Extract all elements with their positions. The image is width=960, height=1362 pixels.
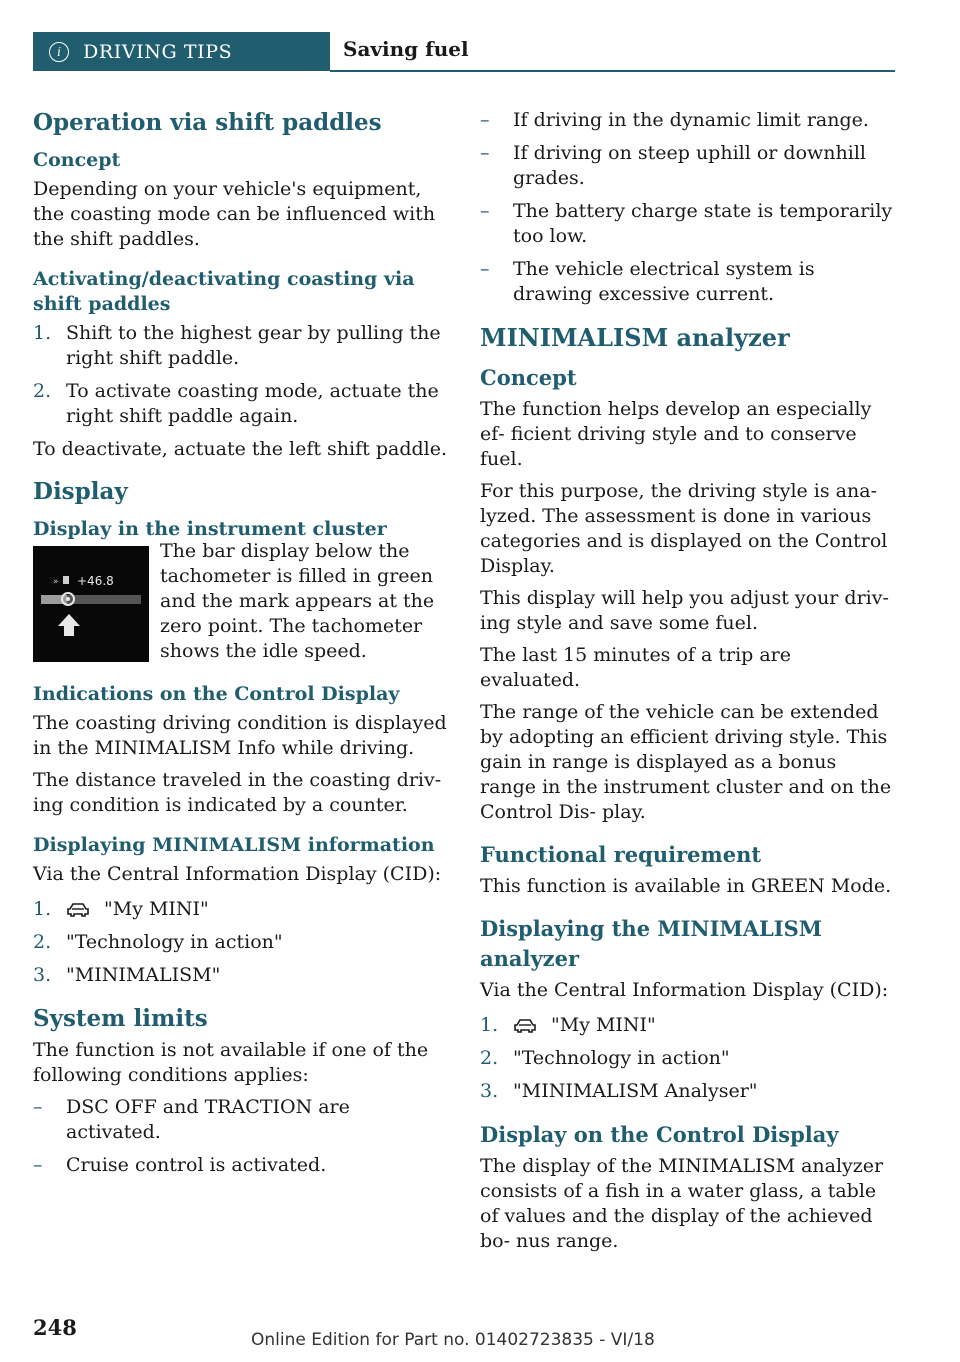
heading-shift-paddles: Operation via shift paddles — [33, 109, 382, 136]
heading-display: Display — [33, 478, 128, 505]
disp-text: Via the Central Information Display (CID): — [480, 979, 889, 1001]
cluster-figure — [33, 540, 448, 664]
control-text: The display of the MINIMALISM analyzer consists of a fish in a water glass, a table of values and the display of the achieved bo‐ nus range. — [480, 1155, 884, 1252]
heading-cluster: Display in the instrument cluster — [33, 518, 387, 540]
info-icon: i — [49, 42, 69, 62]
list-item — [480, 1046, 895, 1071]
list-item — [480, 1013, 895, 1038]
limits-list-left — [33, 1095, 448, 1178]
list-item — [33, 897, 448, 922]
concept-p3: This display will help you adjust your driv‐ ing style and save some fuel. — [480, 587, 889, 634]
heading-control-display: Display on the Control Display — [480, 1122, 839, 1147]
list-item: – DSC OFF and TRACTION are activated. — [33, 1096, 350, 1143]
list-item — [33, 321, 448, 371]
step-text: "My MINI" — [104, 898, 209, 920]
item-text: The vehicle electrical system is drawing excessive current. — [513, 258, 815, 305]
list-item: – If driving in the dynamic limit range. — [480, 109, 869, 131]
cluster-value: +46.8 — [77, 574, 114, 588]
limits-text: The function is not available if one of the following conditions applies: — [33, 1039, 429, 1086]
list-item: – The battery charge state is temporarily too low. — [480, 200, 893, 247]
indications-p1: The coasting driving condition is displayed in the MINIMALISM Info while driving. — [33, 712, 447, 759]
heading-indications: Indications on the Control Display — [33, 683, 400, 705]
heading-concept-right: Concept — [480, 365, 577, 390]
deactivate-text: To deactivate, actuate the left shift paddle. — [33, 438, 448, 460]
header-rule — [330, 70, 895, 72]
indications-p2: The distance traveled in the coasting driv‐ ing condition is indicated by a counter. — [33, 769, 442, 816]
step-number: 2. — [480, 1047, 499, 1069]
cluster-graphic — [33, 546, 149, 662]
page-title: Saving fuel — [343, 37, 469, 61]
edition-footer: Online Edition for Part no. 01402723835 - VI/18 — [251, 1330, 655, 1350]
item-text: DSC OFF and TRACTION are activated. — [66, 1096, 350, 1143]
heading-concept: Concept — [33, 149, 121, 171]
list-item: – If driving on steep uphill or downhill grades. — [480, 142, 866, 189]
step-text: "Technology in action" — [66, 931, 283, 953]
concept-p2: For this purpose, the driving style is ana‐ lyzed. The assessment is done in various categories and is displayed on the Control Display. — [480, 480, 888, 577]
heading-displaying-info: Displaying MINIMALISM information — [33, 834, 435, 856]
left-column — [33, 108, 448, 1186]
activating-steps — [33, 321, 448, 429]
func-text: This function is available in GREEN Mode. — [480, 875, 892, 897]
step-number: 3. — [33, 964, 52, 986]
concept-text: Depending on your vehicle's equipment, the coasting mode can be influenced with the shift paddles. — [33, 178, 436, 250]
list-item — [33, 379, 448, 429]
disp-steps — [480, 1013, 895, 1104]
step-number: 2. — [33, 380, 52, 402]
heading-activating: Activating/deactivating coasting via shift paddles — [33, 268, 415, 315]
step-text: "Technology in action" — [513, 1047, 730, 1069]
step-text: "MINIMALISM" — [66, 964, 221, 986]
right-column — [480, 108, 895, 1261]
item-text: Cruise control is activated. — [66, 1154, 327, 1176]
step-text: Shift to the highest gear by pulling the right shift paddle. — [66, 322, 441, 369]
concept-p1: The function helps develop an especially ef‐ ficient driving style and to conserve fuel. — [480, 398, 872, 470]
concept-p4: The last 15 minutes of a trip are evaluated. — [480, 644, 792, 691]
step-number: 1. — [33, 898, 52, 920]
car-icon — [513, 1018, 537, 1034]
item-text: The battery charge state is temporarily too low. — [513, 200, 893, 247]
coast-indicator-icon: » — [53, 577, 59, 587]
heading-system-limits: System limits — [33, 1005, 208, 1032]
dispinfo-steps — [33, 897, 448, 988]
list-item — [480, 1079, 895, 1104]
step-number: 1. — [480, 1014, 499, 1036]
section-label: DRIVING TIPS — [83, 40, 233, 63]
concept-p5: The range of the vehicle can be extended by adopting an efficient driving style. This gain in range is displayed as a bonus range in the instrument cluster and on the Control Dis‐ play. — [480, 701, 892, 823]
page-number: 248 — [33, 1315, 77, 1340]
step-number: 2. — [33, 931, 52, 953]
dispinfo-text: Via the Central Information Display (CID): — [33, 863, 442, 885]
heading-functional-req: Functional requirement — [480, 842, 762, 867]
list-item: – Cruise control is activated. — [33, 1154, 327, 1176]
list-item — [33, 963, 448, 988]
item-text: If driving on steep uphill or downhill grades. — [513, 142, 866, 189]
step-text: "MINIMALISM Analyser" — [513, 1080, 758, 1102]
list-item — [33, 930, 448, 955]
car-icon — [66, 902, 90, 918]
list-item: – The vehicle electrical system is drawing excessive current. — [480, 258, 815, 305]
heading-analyzer: MINIMALISM analyzer — [480, 323, 790, 352]
step-text: "My MINI" — [551, 1014, 656, 1036]
shift-up-arrow-icon — [58, 614, 80, 636]
fuel-icon — [63, 576, 69, 584]
step-text: To activate coasting mode, actuate the right shift paddle again. — [66, 380, 439, 427]
heading-displaying-analyzer: Displaying the MINIMALISM analyzer — [480, 916, 822, 971]
step-number: 3. — [480, 1080, 499, 1102]
section-tab — [33, 32, 330, 71]
item-text: If driving in the dynamic limit range. — [513, 109, 869, 131]
limits-list-right — [480, 108, 895, 307]
cluster-text: The bar display below the tachometer is filled in green and the mark appears at the zero point. The tachometer shows the idle speed. — [160, 540, 435, 662]
step-number: 1. — [33, 322, 52, 344]
instrument-cluster-image — [33, 546, 149, 662]
